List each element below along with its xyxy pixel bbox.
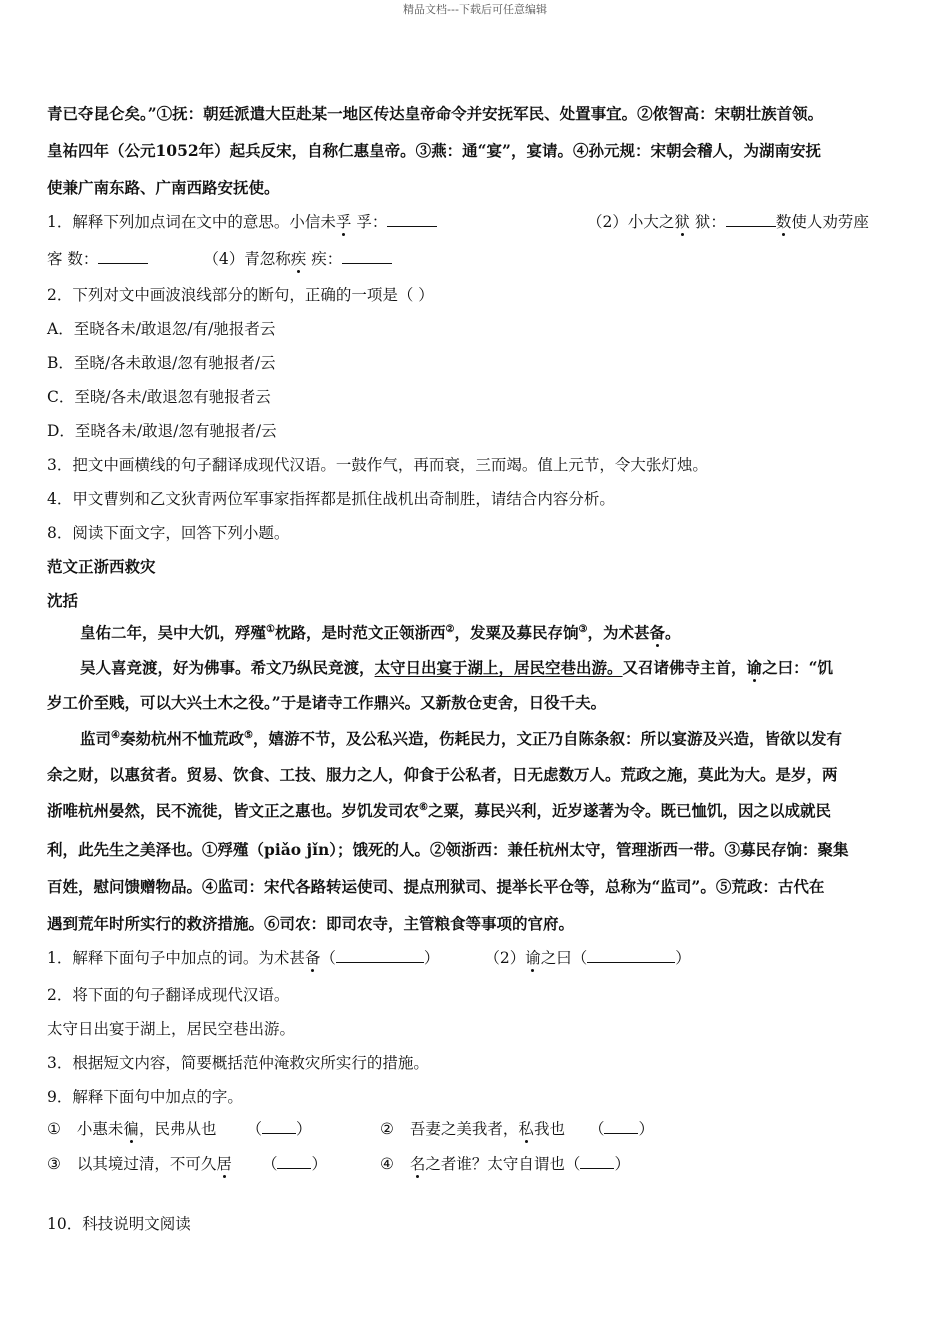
section-9-item-4: ④ 名之者谁？太守自谓也（ ） — [380, 1155, 630, 1173]
answer-blank[interactable] — [604, 1119, 638, 1134]
question-text: （2）小大之 — [587, 213, 675, 231]
question-3: 3．把文中画横线的句子翻译成现代汉语。一鼓作气，再而衰，三而竭。值上元节，令大张灯烛。 — [47, 456, 708, 474]
dotted-char: 孚 — [335, 213, 352, 231]
dotted-char: 谕 — [746, 658, 763, 677]
dotted-char: 徧 — [123, 1120, 139, 1138]
question-text: （4）青忽称 — [203, 250, 291, 268]
answer-blank[interactable] — [336, 948, 424, 963]
question-text: 客 数： — [47, 250, 99, 268]
passage-paragraph-2: 吴人喜竞渡，好为佛事。希文乃纵民竞渡，太守日出宴于湖上，居民空巷出游。又召诸佛寺主首，谕之曰：“饥 — [80, 658, 833, 677]
dotted-char: 私 — [518, 1120, 534, 1138]
question-text: 孚： — [351, 213, 388, 231]
question-4: 4．甲文曹刿和乙文狄青两位军事家指挥都是抓住战机出奇制胜，请结合内容分析。 — [47, 490, 615, 508]
passage-title: 范文正浙西救灾 — [47, 557, 156, 576]
question-1-part2 — [587, 212, 869, 232]
passage-line: 遇到荒年时所实行的救济措施。⑥司农：即司农寺，主管粮食等事项的官府。 — [47, 914, 575, 933]
question-1-row2 — [47, 249, 907, 269]
dotted-char: 狱 — [674, 213, 690, 231]
passage-author: 沈括 — [47, 591, 79, 610]
option-a[interactable]: A．至晓各未/敢退忽/有/驰报者云 — [47, 320, 276, 338]
section-9-item-1: ① 小惠未徧，民弗从也 （ ） — [47, 1120, 312, 1138]
option-c[interactable]: C．至晓/各未/敢退忽有驰报者云 — [47, 388, 271, 406]
answer-blank[interactable] — [277, 1154, 311, 1169]
passage-line: 青已夺昆仑矣。”①抚：朝廷派遣大臣赴某一地区传达皇帝命令并安抚军民、处置事宜。②侬智高：宋朝壮族首领。 — [47, 104, 824, 123]
answer-blank[interactable] — [98, 249, 148, 264]
answer-blank[interactable] — [726, 212, 776, 227]
passage-paragraph-3: 监司④奏劾杭州不恤荒政⑤，嬉游不节，及公私兴造，伤耗民力，文正乃自陈条叙：所以宴游及兴造，皆欲以发有 — [80, 729, 842, 748]
question-text: 使人劝劳座 — [791, 213, 869, 231]
option-d[interactable]: D．至晓各未/敢退/忽有驰报者/云 — [47, 422, 277, 440]
section-8-question-2: 2．将下面的句子翻译成现代汉语。 — [47, 986, 290, 1004]
passage-line: 利，此先生之美泽也。①殍殣（piǎo jǐn）；饿死的人。②领浙西：兼任杭州太守，管理浙西一带。③募民存饷：聚集 — [47, 840, 849, 859]
section-8-question-1: 1．解释下面句子中加点的词。为术甚备（ ） （2）谕之曰（ ） — [47, 949, 691, 967]
passage-line: 浙唯杭州晏然，民不流徙，皆文正之惠也。岁饥发司农⑥之粟，募民兴利，近岁遂著为令。既已恤饥，因之以成就民 — [47, 801, 831, 820]
section-9-item-3: ③ 以其境过清，不可久居 （ ） — [47, 1155, 327, 1173]
answer-blank[interactable] — [587, 948, 675, 963]
question-text: 狱： — [689, 213, 726, 231]
passage-paragraph-1: 皇佑二年，吴中大饥，殍殣①枕路，是时范文正领浙西②，发粟及募民存饷③，为术甚备。 — [80, 623, 681, 642]
dotted-char: 备 — [304, 949, 321, 967]
option-b[interactable]: B．至晓/各未敢退/忽有驰报者/云 — [47, 354, 276, 372]
answer-blank[interactable] — [580, 1154, 614, 1169]
section-9-item-2: ② 吾妻之美我者，私我也 （ ） — [380, 1120, 654, 1138]
dotted-char: 疾 — [290, 250, 307, 268]
page-header-watermark: 精品文档---下载后可任意编辑 — [403, 3, 547, 16]
question-text: 疾： — [306, 250, 343, 268]
section-8-question-3: 3．根据短文内容，简要概括范仲淹救灾所实行的措施。 — [47, 1054, 429, 1072]
passage-line: 百姓，慰问馈赠物品。④监司：宋代各路转运使司、提点刑狱司、提举长平仓等，总称为“监司”。⑤荒政：古代在 — [47, 877, 825, 896]
answer-blank[interactable] — [262, 1119, 296, 1134]
passage-line: 余之财，以惠贫者。贸易、饮食、工技、服力之人，仰食于公私者，日无虑数万人。荒政之施，莫此为大。是岁，两 — [47, 765, 838, 784]
passage-line: 岁工价至贱，可以大兴土木之役。”于是诸寺工作鼎兴。又新敖仓吏舍，日役千夫。 — [47, 693, 607, 712]
section-9-intro: 9．解释下面句中加点的字。 — [47, 1088, 243, 1106]
dotted-char: 名 — [409, 1155, 426, 1173]
section-8-intro: 8．阅读下面文字，回答下列小题。 — [47, 524, 290, 542]
section-10-title: 10．科技说明文阅读 — [47, 1215, 191, 1233]
passage-line: 使兼广南东路、广南西路安抚使。 — [47, 178, 280, 197]
dotted-char: 数 — [775, 213, 792, 231]
question-2-stem: 2．下列对文中画波浪线部分的断句，正确的一项是（ ） — [47, 286, 434, 304]
answer-blank[interactable] — [387, 212, 437, 227]
underlined-sentence: 太守日出宴于湖上，居民空巷出游。 — [374, 658, 623, 677]
dotted-char: 备 — [649, 623, 665, 642]
question-text: 1．解释下列加点词在文中的意思。小信未 — [47, 213, 336, 231]
dotted-char: 居 — [216, 1155, 232, 1173]
passage-line: 皇祐四年（公元1052年）起兵反宋，自称仁惠皇帝。③燕：通“宴”，宴请。④孙元规：宋朝会稽人，为湖南安抚 — [47, 141, 821, 160]
section-8-question-2-sentence: 太守日出宴于湖上，居民空巷出游。 — [47, 1020, 296, 1038]
answer-blank[interactable] — [342, 249, 392, 264]
dotted-char: 谕 — [525, 949, 541, 967]
